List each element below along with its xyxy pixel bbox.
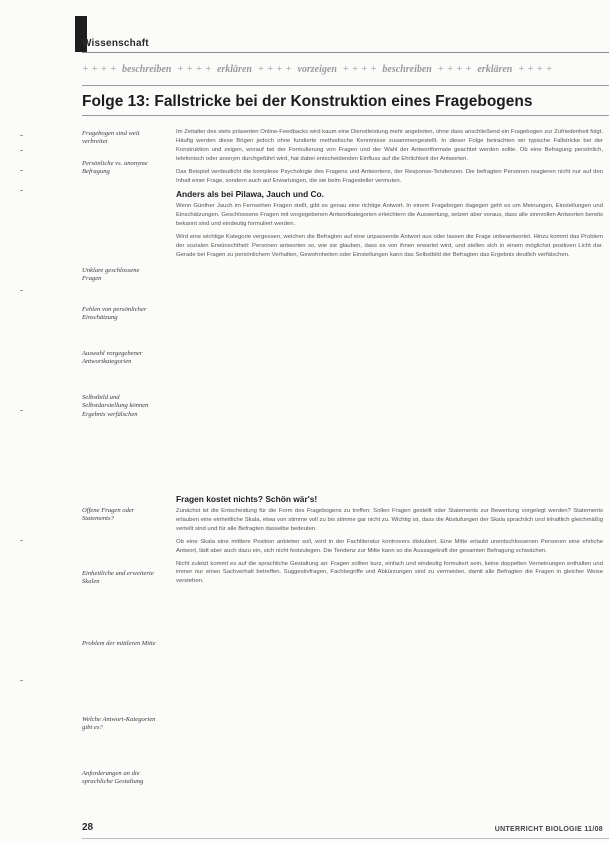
margin-note: Fragebogen sind weit verbreitet: [82, 130, 140, 146]
tick-mark: [20, 190, 23, 191]
margin-note: Problem der mittleren Mitte: [82, 640, 156, 647]
tick-mark: [20, 170, 23, 171]
margin-note: Auswahl vorgegebener Antwortkategorien: [82, 350, 143, 366]
margin-note: Einheitliche und erweiterte Skalen: [82, 570, 154, 586]
margin-note: Persönliche vs. anonyme Befragung: [82, 160, 148, 176]
margin-note: Welche Antwort-Kategorien gibt es?: [82, 716, 156, 732]
subheading: Fragen kostet nichts? Schön wär's!: [176, 494, 318, 504]
tick-mark: [20, 135, 23, 136]
margin-note: Selbstbild und Selbstdarstellung können Ergebnis verfälschen: [82, 394, 149, 418]
header-rule: [82, 52, 609, 53]
journal-name: UNTERRICHT BIOLOGIE 11/08: [494, 826, 603, 833]
keyword: beschreiben: [382, 64, 432, 75]
title-rule-top: [82, 85, 609, 86]
section-label: Wissenschaft: [82, 38, 149, 49]
keyword-plus: + + + +: [82, 64, 117, 75]
tick-mark: [20, 290, 23, 291]
body-paragraph: Zunächst ist die Entscheidung für die Form des Fragebogens zu treffen: Sollen Fragen gestellt oder Statements zur Bewertung vorgelegt werden? Statements erlauben eine einheitliche Skala, etwa von stimme voll zu bis stimme gar nicht zu. Wichtig ist, dass die Abstufungen der Skala sprachlich und inhaltlich gleichmäßig verteilt sind und für alle Befragten dasselbe bedeuten.: [176, 508, 603, 532]
keyword: beschreiben: [122, 64, 172, 75]
page-number: 28: [82, 822, 94, 833]
title-rule-bottom: [82, 115, 609, 116]
keyword: erklären: [477, 64, 513, 75]
keyword-plus: + + + +: [437, 64, 472, 75]
article-body: [176, 128, 603, 264]
keyword-plus: + + + +: [257, 64, 292, 75]
keyword: erklären: [216, 64, 252, 75]
body-paragraph: Das Beispiel verdeutlicht die komplexe Psychologie des Fragens und Antwortens, der Response-Tendenzen. Die befragten Personen reagieren nicht nur auf den Inhalt einer Frage, sondern auch auf Erwartungen, die sie beim Fragesteller vermuten.: [176, 168, 603, 184]
body-paragraph: Im Zeitalter des stets präsenten Online-Feedbacks wird kaum eine Dienstleistung mehr angeboten, ohne dass anschließend ein Fragebogen zur Zufriedenheit folgt. Häufig werden diese Bögen jedoch ohne fundierte methodische Kenntnisse zusammengestellt. In dieser Folge betrachten wir typische Fallstricke bei der Konstruktion und zeigen, worauf bei der Formulierung von Fragen und der Wahl der Antwortformate geachtet werden sollte. Ob eine Befragung persönlich, telefonisch oder anonym durchgeführt wird, hat dabei entscheidenden Einfluss auf die Ehrlichkeit der Antworten.: [176, 129, 603, 162]
tick-mark: [20, 150, 23, 151]
tick-mark: [20, 680, 23, 681]
margin-note: Fehlen von persönlicher Einschätzung: [82, 306, 147, 322]
margin-note: Unklare geschlossene Fragen: [82, 267, 140, 283]
keyword: vorzeigen: [297, 64, 337, 75]
keyword-banner: [82, 64, 609, 75]
tick-mark: [20, 540, 23, 541]
margin-note: Offene Fragen oder Statements?: [82, 507, 135, 523]
footer-rule: [82, 838, 609, 839]
tick-mark: [20, 410, 23, 411]
keyword-plus: + + + +: [517, 64, 553, 75]
margin-note: Anforderungen an die sprachliche Gestaltung: [82, 770, 144, 786]
body-paragraph: Wird eine wichtige Kategorie vergessen, weichen die Befragten auf eine unpassende Antwort aus oder lassen die Frage unbeantwortet. Hinzu kommt das Problem der sozialen Erwünschtheit: Personen antworten so, wie sie glauben, dass es von ihnen erwartet wird, und stellen sich in einem möglichst positiven Licht dar. Gerade bei Fragen zu persönlichem Verhalten, Gewohnheiten oder Einstellungen kann das Selbstbild der Befragten das Ergebnis deutlich verfälschen.: [176, 234, 603, 258]
keyword-plus: + + + +: [342, 64, 377, 75]
keyword-plus: + + + +: [176, 64, 212, 75]
subheading: Anders als bei Pilawa, Jauch und Co.: [176, 189, 324, 200]
body-paragraph: Nicht zuletzt kommt es auf die sprachliche Gestaltung an: Fragen sollten kurz, einfach und eindeutig formuliert sein, keine doppelten Verneinungen enthalten und immer nur einen Sachverhalt betreffen. Suggestivfragen, Fachbegriffe und Abkürzungen sind zu vermeiden, damit alle Befragten die Fragen in gleicher Weise verstehen.: [176, 560, 603, 585]
body-paragraph: Wenn Günther Jauch im Fernsehen Fragen stellt, gibt es genau eine richtige Antwort. In einem Fragebogen dagegen geht es um Meinungen, Einstellungen und Einschätzungen. Geschlossene Fragen mit vorgegebenen Antwortkategorien erleichtern die Auswertung, setzen aber voraus, dass alle sinnvollen Antworten bereits bekannt sind und eindeutig formuliert werden.: [176, 203, 603, 228]
body-paragraph: Ob eine Skala eine mittlere Position anbieten soll, wird in der Fachliteratur kontrovers diskutiert. Eine Mitte erlaubt unentschlossenen Personen eine ehrliche Antwort, lädt aber auch dazu ein, sich nicht festzulegen. Die Tendenz zur Mitte kann so die Aussagekraft der gesamten Befragung schwächen.: [176, 538, 603, 554]
article-title: Folge 13: Fallstricke bei der Konstruktion eines Fragebogens: [82, 93, 533, 110]
article-body-continued: [176, 494, 603, 590]
